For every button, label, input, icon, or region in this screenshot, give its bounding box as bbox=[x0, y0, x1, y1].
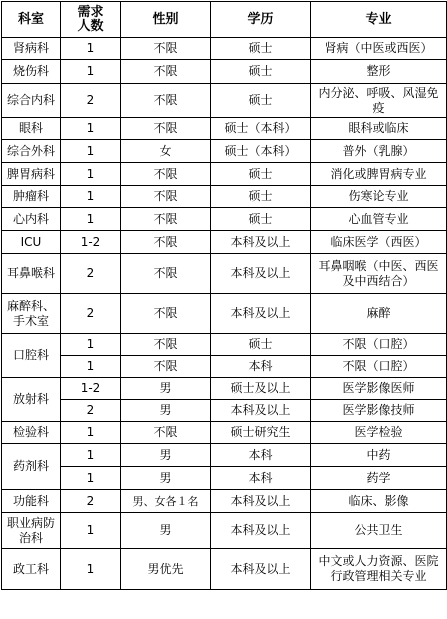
department-cell: 肾病科 bbox=[2, 38, 61, 60]
table-row bbox=[2, 163, 447, 186]
gender-cell: 不限 bbox=[121, 334, 211, 356]
major-cell: 药学 bbox=[311, 467, 447, 490]
table-row bbox=[2, 118, 447, 140]
table-row bbox=[2, 208, 447, 231]
gender-cell: 男 bbox=[121, 513, 211, 549]
major-cell: 中文或人力资源、医院行政管理相关专业 bbox=[311, 549, 447, 590]
gender-cell: 女 bbox=[121, 140, 211, 163]
header-row bbox=[2, 2, 447, 38]
major-cell: 伤寒论专业 bbox=[311, 186, 447, 208]
department-cell: 功能科 bbox=[2, 490, 61, 513]
major-cell: 肾病（中医或西医） bbox=[311, 38, 447, 60]
header-headcount bbox=[61, 2, 121, 38]
department-cell: 放射科 bbox=[2, 378, 61, 422]
gender-cell: 不限 bbox=[121, 208, 211, 231]
major-cell: 医学影像技师 bbox=[311, 400, 447, 422]
headcount-cell: 1 bbox=[61, 422, 121, 444]
headcount-cell: 1 bbox=[61, 38, 121, 60]
headcount-cell: 1 bbox=[61, 163, 121, 186]
department-cell: 肿瘤科 bbox=[2, 186, 61, 208]
education-cell: 本科及以上 bbox=[211, 490, 311, 513]
table-row bbox=[2, 356, 447, 378]
header-major: 专业 bbox=[311, 2, 447, 38]
major-cell: 整形 bbox=[311, 60, 447, 84]
education-cell: 硕士 bbox=[211, 60, 311, 84]
header-education: 学历 bbox=[211, 2, 311, 38]
gender-cell: 不限 bbox=[121, 356, 211, 378]
gender-cell: 男 bbox=[121, 378, 211, 400]
major-cell: 不限（口腔） bbox=[311, 334, 447, 356]
education-cell: 硕士及以上 bbox=[211, 378, 311, 400]
education-cell: 硕士 bbox=[211, 208, 311, 231]
education-cell: 硕士 bbox=[211, 84, 311, 118]
headcount-cell: 1 bbox=[61, 186, 121, 208]
headcount-cell: 1 bbox=[61, 549, 121, 590]
gender-cell: 不限 bbox=[121, 38, 211, 60]
gender-cell: 不限 bbox=[121, 118, 211, 140]
headcount-cell: 1 bbox=[61, 444, 121, 467]
table-row bbox=[2, 231, 447, 254]
headcount-cell: 1 bbox=[61, 467, 121, 490]
table-row bbox=[2, 254, 447, 294]
education-cell: 硕士 bbox=[211, 163, 311, 186]
department-cell: 综合外科 bbox=[2, 140, 61, 163]
education-cell: 硕士（本科） bbox=[211, 140, 311, 163]
major-cell: 临床、影像 bbox=[311, 490, 447, 513]
headcount-cell: 1 bbox=[61, 513, 121, 549]
headcount-cell: 2 bbox=[61, 490, 121, 513]
major-cell: 中药 bbox=[311, 444, 447, 467]
education-cell: 硕士 bbox=[211, 38, 311, 60]
table-row bbox=[2, 422, 447, 444]
headcount-cell: 1-2 bbox=[61, 231, 121, 254]
education-cell: 硕士 bbox=[211, 334, 311, 356]
department-cell: 心内科 bbox=[2, 208, 61, 231]
department-cell: 检验科 bbox=[2, 422, 61, 444]
headcount-cell: 1 bbox=[61, 118, 121, 140]
department-cell: ICU bbox=[2, 231, 61, 254]
headcount-cell: 2 bbox=[61, 254, 121, 294]
department-cell: 麻醉科、手术室 bbox=[2, 294, 61, 334]
department-cell: 药剂科 bbox=[2, 444, 61, 490]
education-cell: 本科及以上 bbox=[211, 294, 311, 334]
table-row bbox=[2, 513, 447, 549]
education-cell: 硕士研究生 bbox=[211, 422, 311, 444]
major-cell: 临床医学（西医） bbox=[311, 231, 447, 254]
headcount-cell: 1 bbox=[61, 208, 121, 231]
table-row bbox=[2, 294, 447, 334]
gender-cell: 不限 bbox=[121, 60, 211, 84]
education-cell: 硕士 bbox=[211, 186, 311, 208]
header-gender: 性别 bbox=[121, 2, 211, 38]
major-cell: 耳鼻咽喉（中医、西医及中西结合） bbox=[311, 254, 447, 294]
department-cell: 口腔科 bbox=[2, 334, 61, 378]
table-row bbox=[2, 60, 447, 84]
headcount-cell: 1 bbox=[61, 356, 121, 378]
table-row bbox=[2, 84, 447, 118]
major-cell: 普外（乳腺） bbox=[311, 140, 447, 163]
education-cell: 本科及以上 bbox=[211, 231, 311, 254]
major-cell: 心血管专业 bbox=[311, 208, 447, 231]
gender-cell: 不限 bbox=[121, 254, 211, 294]
headcount-cell: 1 bbox=[61, 334, 121, 356]
header-headcount-label: 需求 人数 bbox=[77, 4, 104, 34]
table-row bbox=[2, 549, 447, 590]
gender-cell: 不限 bbox=[121, 186, 211, 208]
department-cell: 眼科 bbox=[2, 118, 61, 140]
major-cell: 医学检验 bbox=[311, 422, 447, 444]
headcount-cell: 2 bbox=[61, 400, 121, 422]
department-cell: 政工科 bbox=[2, 549, 61, 590]
education-cell: 本科 bbox=[211, 444, 311, 467]
headcount-cell: 1-2 bbox=[61, 378, 121, 400]
education-cell: 本科 bbox=[211, 467, 311, 490]
gender-cell: 不限 bbox=[121, 294, 211, 334]
major-cell: 医学影像医师 bbox=[311, 378, 447, 400]
gender-cell: 不限 bbox=[121, 163, 211, 186]
major-cell: 麻醉 bbox=[311, 294, 447, 334]
major-cell: 眼科或临床 bbox=[311, 118, 447, 140]
department-cell: 脾胃病科 bbox=[2, 163, 61, 186]
table-row bbox=[2, 490, 447, 513]
table-row bbox=[2, 467, 447, 490]
header-department: 科室 bbox=[2, 2, 61, 38]
education-cell: 本科及以上 bbox=[211, 513, 311, 549]
department-cell: 烧伤科 bbox=[2, 60, 61, 84]
gender-cell: 男优先 bbox=[121, 549, 211, 590]
major-cell: 不限（口腔） bbox=[311, 356, 447, 378]
gender-cell: 男 bbox=[121, 400, 211, 422]
department-cell: 职业病防治科 bbox=[2, 513, 61, 549]
table-row bbox=[2, 334, 447, 356]
major-cell: 消化或脾胃病专业 bbox=[311, 163, 447, 186]
table-row bbox=[2, 378, 447, 400]
table-row bbox=[2, 38, 447, 60]
education-cell: 本科及以上 bbox=[211, 254, 311, 294]
education-cell: 本科及以上 bbox=[211, 400, 311, 422]
gender-cell: 不限 bbox=[121, 231, 211, 254]
headcount-cell: 1 bbox=[61, 60, 121, 84]
headcount-cell: 1 bbox=[61, 140, 121, 163]
gender-cell: 男、女各１名 bbox=[121, 490, 211, 513]
major-cell: 内分泌、呼吸、风湿免疫 bbox=[311, 84, 447, 118]
gender-cell: 男 bbox=[121, 444, 211, 467]
recruitment-table bbox=[1, 1, 447, 590]
table-row bbox=[2, 400, 447, 422]
major-cell: 公共卫生 bbox=[311, 513, 447, 549]
department-cell: 综合内科 bbox=[2, 84, 61, 118]
table-row bbox=[2, 140, 447, 163]
table-row bbox=[2, 186, 447, 208]
headcount-cell: 2 bbox=[61, 294, 121, 334]
headcount-cell: 2 bbox=[61, 84, 121, 118]
gender-cell: 不限 bbox=[121, 422, 211, 444]
table-row bbox=[2, 444, 447, 467]
education-cell: 本科 bbox=[211, 356, 311, 378]
education-cell: 硕士（本科） bbox=[211, 118, 311, 140]
education-cell: 本科及以上 bbox=[211, 549, 311, 590]
gender-cell: 男 bbox=[121, 467, 211, 490]
gender-cell: 不限 bbox=[121, 84, 211, 118]
department-cell: 耳鼻喉科 bbox=[2, 254, 61, 294]
